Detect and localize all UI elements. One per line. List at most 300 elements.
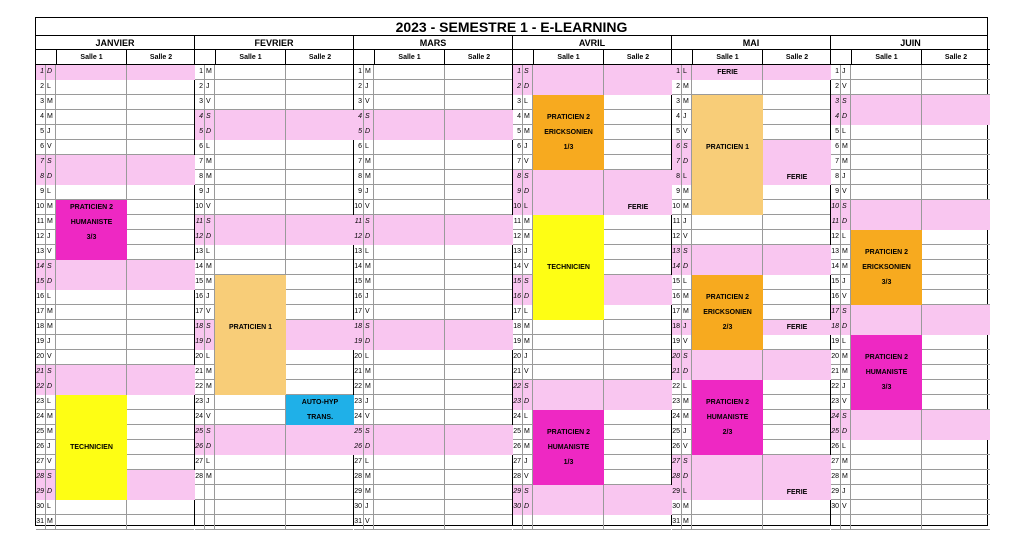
room-2-slot[interactable]: [922, 470, 990, 485]
room-1-slot[interactable]: [851, 500, 922, 515]
room-1-slot[interactable]: [374, 140, 445, 155]
room-1-slot[interactable]: [851, 410, 922, 425]
room-1-slot[interactable]: [533, 80, 604, 95]
room-2-slot[interactable]: [763, 275, 831, 290]
room-1-slot[interactable]: [692, 260, 763, 275]
room-1-slot[interactable]: [533, 200, 604, 215]
room-2-slot[interactable]: [604, 380, 672, 395]
room-1-slot[interactable]: [851, 440, 922, 455]
room-1-slot[interactable]: [692, 365, 763, 380]
room-2-slot[interactable]: [127, 515, 195, 530]
room-2-slot[interactable]: [127, 65, 195, 80]
room-1-slot[interactable]: [692, 215, 763, 230]
room-2-slot[interactable]: [286, 440, 354, 455]
room-2-slot[interactable]: [604, 155, 672, 170]
room-2-slot[interactable]: [922, 275, 990, 290]
room-2-slot[interactable]: [127, 425, 195, 440]
room-2-slot[interactable]: [445, 95, 513, 110]
room-2-slot[interactable]: [763, 65, 831, 80]
session-block[interactable]: [692, 380, 763, 455]
room-2-slot[interactable]: [445, 515, 513, 530]
room-2-slot[interactable]: [445, 230, 513, 245]
room-1-slot[interactable]: [533, 320, 604, 335]
room-2-slot[interactable]: [286, 80, 354, 95]
room-2-slot[interactable]: [604, 320, 672, 335]
room-2-slot[interactable]: [127, 110, 195, 125]
room-1-slot[interactable]: [56, 80, 127, 95]
room-1-slot[interactable]: [692, 455, 763, 470]
room-2-slot[interactable]: [604, 440, 672, 455]
room-2-slot[interactable]: [922, 380, 990, 395]
room-1-slot[interactable]: [56, 125, 127, 140]
room-1-slot[interactable]: [215, 440, 286, 455]
room-2-slot[interactable]: [763, 260, 831, 275]
room-2-slot[interactable]: [445, 365, 513, 380]
room-2-slot[interactable]: [445, 110, 513, 125]
session-block[interactable]: [533, 410, 604, 485]
room-2-slot[interactable]: [286, 275, 354, 290]
session-block[interactable]: [851, 335, 922, 410]
room-2-slot[interactable]: [286, 170, 354, 185]
room-2-slot[interactable]: [763, 290, 831, 305]
room-1-slot[interactable]: [215, 170, 286, 185]
room-2-slot[interactable]: [127, 440, 195, 455]
room-2-slot[interactable]: [286, 200, 354, 215]
room-1-slot[interactable]: [851, 170, 922, 185]
room-2-slot[interactable]: [127, 410, 195, 425]
room-1-slot[interactable]: [215, 95, 286, 110]
room-1-slot[interactable]: [374, 425, 445, 440]
room-2-slot[interactable]: [604, 365, 672, 380]
room-2-slot[interactable]: [763, 380, 831, 395]
room-2-slot[interactable]: [445, 410, 513, 425]
room-1-slot[interactable]: [374, 170, 445, 185]
room-1-slot[interactable]: [56, 275, 127, 290]
room-1-slot[interactable]: [374, 395, 445, 410]
room-2-slot[interactable]: [286, 425, 354, 440]
room-2-slot[interactable]: [445, 470, 513, 485]
room-1-slot[interactable]: [56, 350, 127, 365]
room-2-slot[interactable]: [604, 275, 672, 290]
room-1-slot[interactable]: [374, 245, 445, 260]
room-2-slot[interactable]: [763, 440, 831, 455]
room-2-slot[interactable]: [763, 350, 831, 365]
room-2-slot[interactable]: [286, 245, 354, 260]
room-2-slot[interactable]: [445, 455, 513, 470]
room-1-slot[interactable]: [374, 80, 445, 95]
room-1-slot[interactable]: [215, 185, 286, 200]
room-1-slot[interactable]: [851, 485, 922, 500]
room-2-slot[interactable]: [286, 110, 354, 125]
room-2-slot[interactable]: [604, 410, 672, 425]
room-2-slot[interactable]: [922, 500, 990, 515]
room-1-slot[interactable]: [851, 155, 922, 170]
room-1-slot[interactable]: [692, 245, 763, 260]
room-2-slot[interactable]: [763, 455, 831, 470]
room-2-slot[interactable]: [127, 140, 195, 155]
room-1-slot[interactable]: [533, 395, 604, 410]
room-1-slot[interactable]: [533, 170, 604, 185]
session-block[interactable]: [692, 95, 763, 215]
room-2-slot[interactable]: [922, 425, 990, 440]
room-1-slot[interactable]: [374, 65, 445, 80]
room-1-slot[interactable]: [56, 380, 127, 395]
room-2-slot[interactable]: [604, 185, 672, 200]
room-1-slot[interactable]: [215, 215, 286, 230]
room-2-slot[interactable]: [445, 215, 513, 230]
room-1-slot[interactable]: [215, 140, 286, 155]
room-1-slot[interactable]: [692, 350, 763, 365]
room-2-slot[interactable]: [445, 125, 513, 140]
room-2-slot[interactable]: [604, 110, 672, 125]
room-1-slot[interactable]: [533, 365, 604, 380]
room-1-slot[interactable]: [56, 290, 127, 305]
room-2-slot[interactable]: [922, 365, 990, 380]
room-1-slot[interactable]: [374, 260, 445, 275]
room-2-slot[interactable]: [127, 395, 195, 410]
room-2-slot[interactable]: [922, 305, 990, 320]
room-2-slot[interactable]: [922, 155, 990, 170]
room-1-slot[interactable]: [215, 260, 286, 275]
room-2-slot[interactable]: [127, 155, 195, 170]
room-2-slot[interactable]: [286, 215, 354, 230]
room-2-slot[interactable]: [445, 155, 513, 170]
room-2-slot[interactable]: [922, 290, 990, 305]
room-2-slot[interactable]: [763, 110, 831, 125]
room-1-slot[interactable]: [374, 275, 445, 290]
room-2-slot[interactable]: [286, 260, 354, 275]
room-1-slot[interactable]: [692, 230, 763, 245]
room-1-slot[interactable]: [56, 170, 127, 185]
room-2-slot[interactable]: [763, 125, 831, 140]
room-2-slot[interactable]: [604, 230, 672, 245]
room-2-slot[interactable]: [445, 305, 513, 320]
room-2-slot[interactable]: [127, 80, 195, 95]
room-2-slot[interactable]: [286, 380, 354, 395]
room-1-slot[interactable]: [215, 230, 286, 245]
session-block[interactable]: [56, 395, 127, 500]
room-1-slot[interactable]: [374, 125, 445, 140]
room-1-slot[interactable]: [692, 80, 763, 95]
room-1-slot[interactable]: [374, 185, 445, 200]
room-1-slot[interactable]: [374, 230, 445, 245]
room-2-slot[interactable]: [127, 305, 195, 320]
room-2-slot[interactable]: [286, 335, 354, 350]
room-1-slot[interactable]: [374, 440, 445, 455]
room-1-slot[interactable]: [215, 200, 286, 215]
room-2-slot[interactable]: [445, 350, 513, 365]
room-1-slot[interactable]: [374, 365, 445, 380]
room-1-slot[interactable]: [851, 455, 922, 470]
room-2-slot[interactable]: [763, 95, 831, 110]
room-2-slot[interactable]: [604, 80, 672, 95]
room-1-slot[interactable]: [374, 110, 445, 125]
room-2-slot[interactable]: [922, 485, 990, 500]
room-2-slot[interactable]: [445, 335, 513, 350]
room-1-slot[interactable]: [374, 500, 445, 515]
room-1-slot[interactable]: [215, 65, 286, 80]
room-2-slot[interactable]: [922, 95, 990, 110]
room-2-slot[interactable]: [445, 485, 513, 500]
room-2-slot[interactable]: [922, 245, 990, 260]
room-1-slot[interactable]: [533, 350, 604, 365]
room-2-slot[interactable]: [445, 170, 513, 185]
room-1-slot[interactable]: [374, 95, 445, 110]
room-2-slot[interactable]: [922, 260, 990, 275]
room-2-slot[interactable]: [763, 410, 831, 425]
session-block[interactable]: [56, 200, 127, 260]
room-2-slot[interactable]: [604, 140, 672, 155]
room-1-slot[interactable]: [374, 155, 445, 170]
room-2-slot[interactable]: [127, 215, 195, 230]
room-2-slot[interactable]: [763, 425, 831, 440]
room-1-slot[interactable]: [56, 185, 127, 200]
room-1-slot[interactable]: [374, 470, 445, 485]
room-2-slot[interactable]: [445, 290, 513, 305]
room-1-slot[interactable]: [374, 200, 445, 215]
room-1-slot[interactable]: [56, 365, 127, 380]
room-1-slot[interactable]: [692, 485, 763, 500]
room-2-slot[interactable]: [922, 350, 990, 365]
room-2-slot[interactable]: [127, 365, 195, 380]
room-2-slot[interactable]: [127, 485, 195, 500]
room-2-slot[interactable]: [922, 410, 990, 425]
room-2-slot[interactable]: [604, 95, 672, 110]
room-2-slot[interactable]: [127, 500, 195, 515]
room-2-slot[interactable]: [445, 65, 513, 80]
room-2-slot[interactable]: [763, 245, 831, 260]
room-2-slot[interactable]: [604, 470, 672, 485]
room-1-slot[interactable]: [533, 65, 604, 80]
room-2-slot[interactable]: [763, 470, 831, 485]
room-2-slot[interactable]: [445, 200, 513, 215]
room-1-slot[interactable]: [692, 470, 763, 485]
room-2-slot[interactable]: [604, 485, 672, 500]
room-2-slot[interactable]: [127, 470, 195, 485]
room-2-slot[interactable]: [286, 230, 354, 245]
room-2-slot[interactable]: [127, 275, 195, 290]
room-1-slot[interactable]: [215, 455, 286, 470]
room-2-slot[interactable]: [286, 95, 354, 110]
room-2-slot[interactable]: [286, 305, 354, 320]
room-2-slot[interactable]: [604, 65, 672, 80]
session-block[interactable]: [215, 275, 286, 395]
room-2-slot[interactable]: [445, 140, 513, 155]
room-2-slot[interactable]: [763, 80, 831, 95]
room-2-slot[interactable]: [286, 470, 354, 485]
room-1-slot[interactable]: [851, 65, 922, 80]
room-2-slot[interactable]: [604, 455, 672, 470]
room-2-slot[interactable]: [922, 395, 990, 410]
room-2-slot[interactable]: [445, 440, 513, 455]
room-1-slot[interactable]: [374, 515, 445, 530]
room-2-slot[interactable]: [286, 65, 354, 80]
room-1-slot[interactable]: [56, 95, 127, 110]
room-1-slot[interactable]: [851, 200, 922, 215]
room-2-slot[interactable]: [445, 425, 513, 440]
session-block[interactable]: [286, 395, 354, 425]
room-2-slot[interactable]: [604, 395, 672, 410]
room-2-slot[interactable]: [922, 200, 990, 215]
room-2-slot[interactable]: [763, 200, 831, 215]
room-2-slot[interactable]: [922, 215, 990, 230]
room-1-slot[interactable]: [56, 320, 127, 335]
room-2-slot[interactable]: [763, 230, 831, 245]
room-2-slot[interactable]: [445, 380, 513, 395]
room-2-slot[interactable]: [127, 245, 195, 260]
room-1-slot[interactable]: [56, 140, 127, 155]
room-2-slot[interactable]: [763, 500, 831, 515]
room-2-slot[interactable]: [922, 440, 990, 455]
room-2-slot[interactable]: [286, 320, 354, 335]
room-1-slot[interactable]: [692, 515, 763, 530]
room-1-slot[interactable]: [215, 80, 286, 95]
room-2-slot[interactable]: [922, 110, 990, 125]
room-1-slot[interactable]: [374, 350, 445, 365]
room-2-slot[interactable]: [604, 305, 672, 320]
room-1-slot[interactable]: [374, 410, 445, 425]
room-2-slot[interactable]: [604, 245, 672, 260]
room-1-slot[interactable]: [851, 185, 922, 200]
room-1-slot[interactable]: [215, 425, 286, 440]
room-1-slot[interactable]: [374, 320, 445, 335]
room-2-slot[interactable]: [922, 140, 990, 155]
room-1-slot[interactable]: [215, 245, 286, 260]
room-2-slot[interactable]: [922, 80, 990, 95]
room-1-slot[interactable]: [374, 380, 445, 395]
room-2-slot[interactable]: [127, 170, 195, 185]
room-2-slot[interactable]: [604, 215, 672, 230]
room-2-slot[interactable]: [445, 260, 513, 275]
room-1-slot[interactable]: [851, 320, 922, 335]
room-1-slot[interactable]: [851, 305, 922, 320]
room-2-slot[interactable]: [604, 260, 672, 275]
room-1-slot[interactable]: [533, 380, 604, 395]
room-2-slot[interactable]: [604, 500, 672, 515]
room-1-slot[interactable]: [851, 80, 922, 95]
session-block[interactable]: [692, 275, 763, 350]
room-1-slot[interactable]: [533, 335, 604, 350]
room-2-slot[interactable]: [445, 275, 513, 290]
room-1-slot[interactable]: [374, 215, 445, 230]
room-2-slot[interactable]: [127, 290, 195, 305]
room-2-slot[interactable]: [922, 185, 990, 200]
room-2-slot[interactable]: [763, 215, 831, 230]
room-2-slot[interactable]: [763, 515, 831, 530]
room-1-slot[interactable]: [692, 500, 763, 515]
room-2-slot[interactable]: [763, 335, 831, 350]
room-2-slot[interactable]: [127, 335, 195, 350]
room-2-slot[interactable]: [286, 290, 354, 305]
room-2-slot[interactable]: [604, 350, 672, 365]
room-1-slot[interactable]: [851, 110, 922, 125]
room-1-slot[interactable]: [851, 470, 922, 485]
room-2-slot[interactable]: [286, 125, 354, 140]
room-2-slot[interactable]: [286, 155, 354, 170]
room-2-slot[interactable]: [922, 455, 990, 470]
room-1-slot[interactable]: [851, 140, 922, 155]
room-1-slot[interactable]: [851, 215, 922, 230]
room-2-slot[interactable]: [127, 380, 195, 395]
room-1-slot[interactable]: [374, 455, 445, 470]
session-block[interactable]: [851, 230, 922, 305]
room-2-slot[interactable]: [286, 365, 354, 380]
room-2-slot[interactable]: [127, 185, 195, 200]
room-2-slot[interactable]: [127, 350, 195, 365]
room-1-slot[interactable]: [374, 485, 445, 500]
room-2-slot[interactable]: [445, 320, 513, 335]
room-2-slot[interactable]: [763, 185, 831, 200]
room-2-slot[interactable]: [445, 185, 513, 200]
room-2-slot[interactable]: [127, 125, 195, 140]
room-1-slot[interactable]: [533, 185, 604, 200]
room-1-slot[interactable]: [215, 410, 286, 425]
room-2-slot[interactable]: [763, 395, 831, 410]
room-2-slot[interactable]: [286, 350, 354, 365]
room-2-slot[interactable]: [922, 125, 990, 140]
room-1-slot[interactable]: [215, 125, 286, 140]
room-2-slot[interactable]: [127, 230, 195, 245]
room-2-slot[interactable]: [604, 290, 672, 305]
room-2-slot[interactable]: [445, 500, 513, 515]
room-1-slot[interactable]: [56, 305, 127, 320]
room-2-slot[interactable]: [763, 155, 831, 170]
room-2-slot[interactable]: [127, 95, 195, 110]
session-block[interactable]: [533, 215, 604, 320]
room-1-slot[interactable]: [215, 395, 286, 410]
room-1-slot[interactable]: [533, 485, 604, 500]
room-2-slot[interactable]: [922, 320, 990, 335]
room-2-slot[interactable]: [604, 170, 672, 185]
room-1-slot[interactable]: [374, 290, 445, 305]
room-1-slot[interactable]: [533, 500, 604, 515]
room-1-slot[interactable]: [56, 260, 127, 275]
room-2-slot[interactable]: [127, 260, 195, 275]
room-2-slot[interactable]: [763, 140, 831, 155]
room-2-slot[interactable]: [922, 170, 990, 185]
room-2-slot[interactable]: [922, 65, 990, 80]
room-2-slot[interactable]: [445, 80, 513, 95]
room-2-slot[interactable]: [127, 320, 195, 335]
room-1-slot[interactable]: [374, 335, 445, 350]
room-1-slot[interactable]: [215, 110, 286, 125]
room-2-slot[interactable]: [445, 395, 513, 410]
room-1-slot[interactable]: [374, 305, 445, 320]
room-2-slot[interactable]: [763, 305, 831, 320]
room-2-slot[interactable]: [286, 140, 354, 155]
room-1-slot[interactable]: [56, 500, 127, 515]
room-2-slot[interactable]: [127, 200, 195, 215]
room-2-slot[interactable]: [922, 230, 990, 245]
room-1-slot[interactable]: [56, 335, 127, 350]
room-2-slot[interactable]: [127, 455, 195, 470]
room-2-slot[interactable]: [763, 365, 831, 380]
room-1-slot[interactable]: [56, 110, 127, 125]
room-2-slot[interactable]: [445, 245, 513, 260]
room-2-slot[interactable]: [604, 425, 672, 440]
room-2-slot[interactable]: [286, 185, 354, 200]
room-1-slot[interactable]: [851, 425, 922, 440]
room-2-slot[interactable]: [286, 455, 354, 470]
room-2-slot[interactable]: [604, 335, 672, 350]
room-1-slot[interactable]: [851, 95, 922, 110]
room-1-slot[interactable]: [851, 125, 922, 140]
session-block[interactable]: [533, 95, 604, 170]
room-1-slot[interactable]: [56, 155, 127, 170]
room-1-slot[interactable]: [215, 470, 286, 485]
room-1-slot[interactable]: [56, 515, 127, 530]
room-1-slot[interactable]: [215, 155, 286, 170]
